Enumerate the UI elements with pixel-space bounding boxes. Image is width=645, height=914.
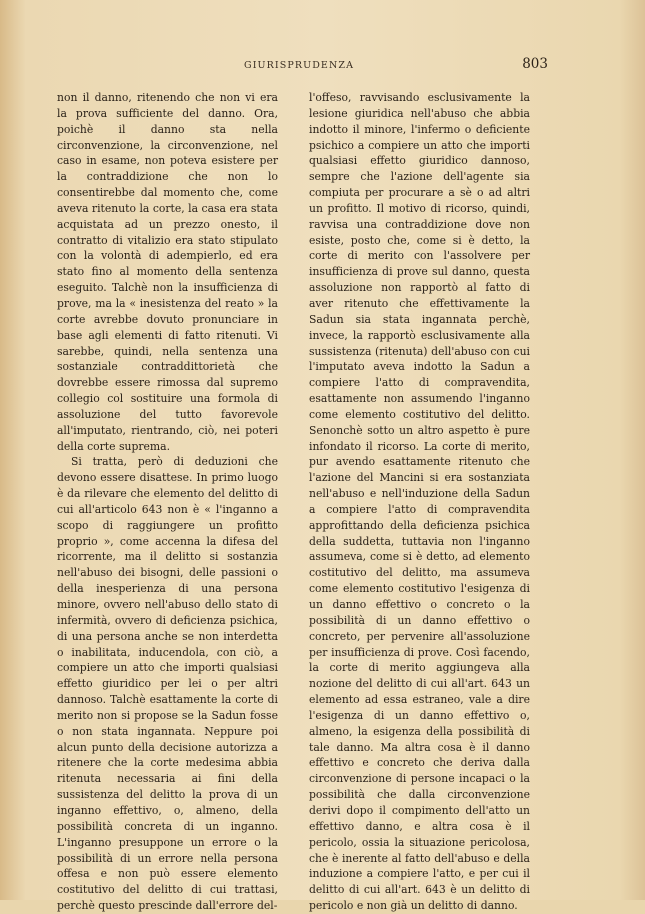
running-title: GIURISPRUDENZA [244,60,355,71]
page-number: 803 [522,56,548,72]
page-header [62,56,548,76]
paragraph: Si tratta, però di deduzioni che devono essere disattese. In primo luogo è da rilevare che elemento del delitto di cui all'articolo 643 non è « l'inganno a scopo di raggiungere un profitto proprio », come accenna la difesa del ricorrente, ma il delitto si sostanzia nell'abuso dei bisogni, delle passioni o della inesperienza di una persona minore, ovvero nell'abuso dello stato di infermità, ovvero di deficienza psichica, di una persona anche se non interdetta o inabilitata, inducendola, con ciò, a compiere un atto che importi qualsiasi effetto giuridico per lei o per altri dannoso. Talchè esattamente la corte di merito non si propose se la Sadun fosse o non stata ingannata. Neppure poi alcun punto della decisione autorizza a ritenere che la corte medesima abbia ritenuta necessaria ai fini della sussistenza del delitto la prova di un inganno effettivo, o, almeno, della possibilità concreta di un inganno. L'inganno presuppone un errore o la possibilità di un errore nella persona offesa e non può essere elemento costitutivo del delitto di cui trattasi, perchè questo prescinde dall'errore del- [57,455,278,913]
left-column [57,90,278,914]
paragraph: non il danno, ritenendo che non vi era la prova sufficiente del danno. Ora, poichè il danno sta nella circonvenzione, la circonvenzione, nel caso in esame, non poteva esistere per la contraddizione che non lo consentirebbe dal momento che, come aveva ritenuto la corte, la casa era stata acquistata ad un prezzo onesto, il contratto di vitalizio era stato stipulato con la volontà di adempierlo, ed era stato fino al momento della sentenza eseguito. Talchè non la insufficienza di prove, ma la « inesistenza del reato » la corte avrebbe dovuto pronunciare in base agli elementi di fatto ritenuti. Vi sarebbe, quindi, nella sentenza una sostanziale contraddittorietà che dovrebbe essere rimossa dal supremo collegio col sostituire una formola di assoluzione del tutto favorevole all'imputato, rientrando, ciò, nei poteri della corte suprema. [57,91,278,453]
right-column [309,90,530,914]
paragraph: l'offeso, ravvisando esclusivamente la lesione giuridica nell'abuso che abbia indotto il minore, l'infermo o deficiente psichico a compiere un atto che importi qualsiasi effetto giuridico dannoso, sempre che l'azione dell'agente sia compiuta per procurare a sè o ad altri un profitto. Il motivo di ricorso, quindi, ravvisa una contraddizione dove non esiste, posto che, come si è detto, la corte di merito con l'assolvere per insufficienza di prove sul danno, questa assoluzione non rapportò al fatto di aver ritenuto che effettivamente la Sadun sia stata ingannata perchè, invece, la rapportò esclusivamente alla sussistenza (ritenuta) dell'abuso con cui l'imputato aveva indotto la Sadun a compiere l'atto di compravendita, esattamente non assumendo l'inganno come elemento costitutivo del delitto. Senonchè sotto un altro aspetto è pure infondato il ricorso. La corte di merito, pur avendo esattamente ritenuto che l'azione del Mancini si era sostanziata nell'abuso e nell'induzione della Sadun a compiere l'atto di compravendita approfittando della deficienza psichica della suddetta, tuttavia non l'inganno assumeva, come si è detto, ad elemento costitutivo del delitto, ma assumeva come elemento costitutivo l'esigenza di un danno effettivo o concreto o la possibilità di un danno effettivo o concreto, per pervenire all'assoluzione per insufficienza di prove. Così facendo, la corte di merito aggiungeva alla nozione del delitto di cui all'art. 643 un elemento ad essa estraneo, vale a dire l'esigenza di un danno effettivo o, almeno, la esigenza della possibilità di tale danno. Ma altra cosa è il danno effettivo e concreto che deriva dalla circonvenzione di persone incapaci o la possibilità che dalla circonvenzione derivi dopo il compimento dell'atto un effettivo danno, e altra cosa è il pericolo, ossia la situazione pericolosa, che è inerente al fatto dell'abuso e della induzione a compiere l'atto, e per cui il delitto di cui all'art. 643 è un delitto di pericolo e non già un delitto di danno. [309,91,530,913]
